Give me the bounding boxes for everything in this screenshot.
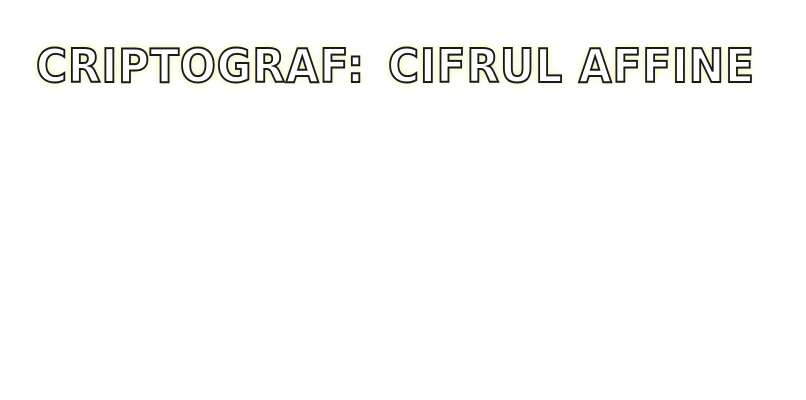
title-banner — [36, 30, 776, 102]
title-criptograf: CRIPTOGRAF: — [36, 39, 365, 93]
title-cifrul-affine: CIFRUL AFFINE — [388, 39, 755, 93]
